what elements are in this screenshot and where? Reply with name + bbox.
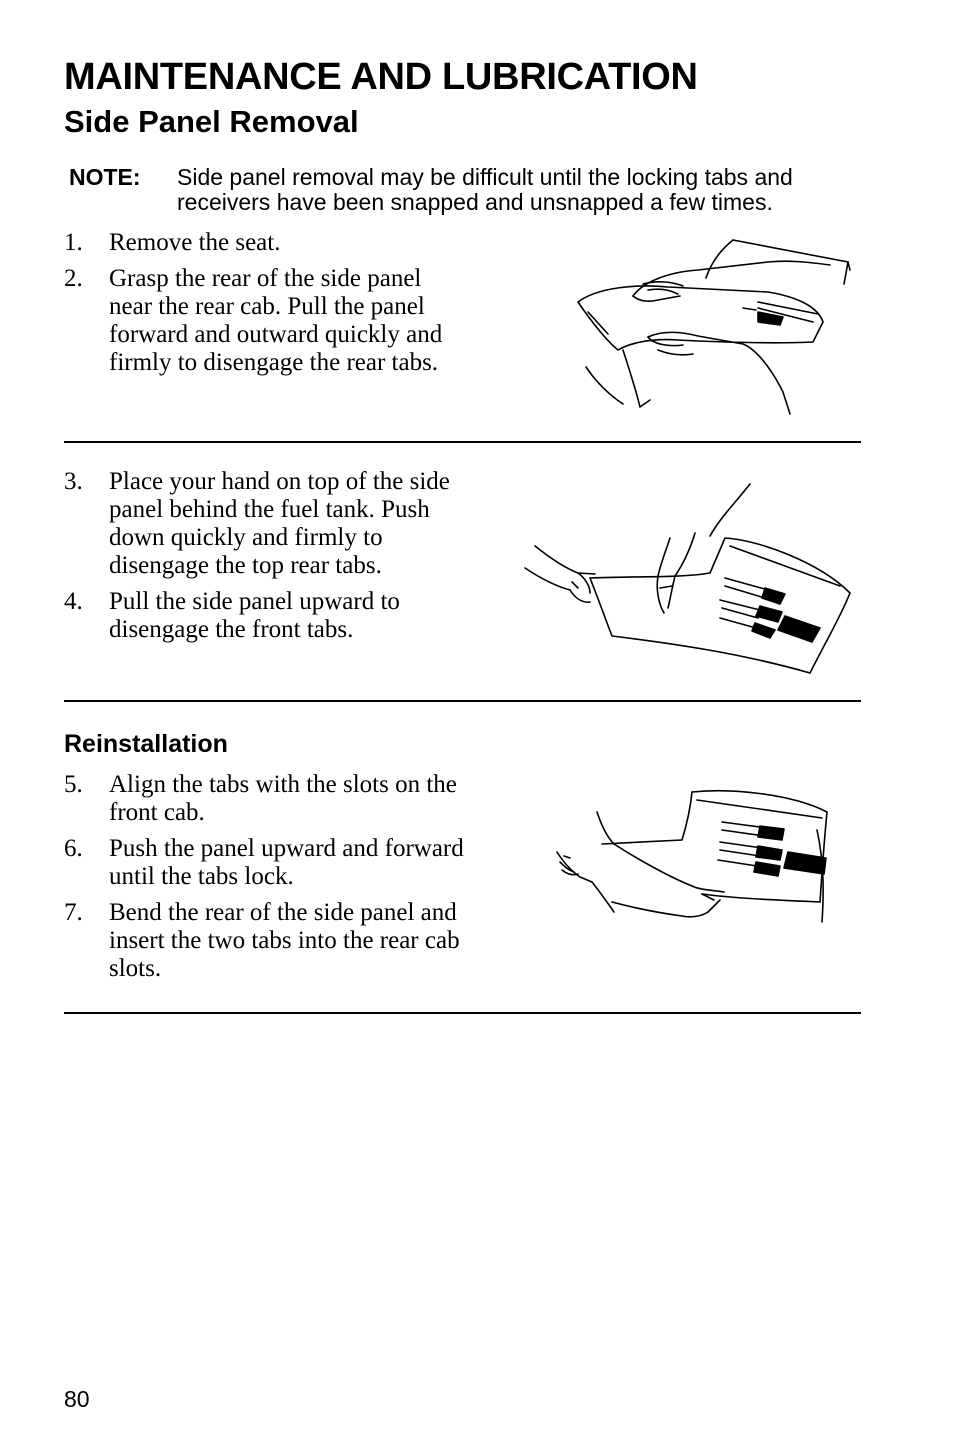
- step-item: [64, 468, 464, 580]
- illustration-push-panel: [520, 478, 860, 683]
- note-text: Side panel removal may be difficult until the locking tabs and receivers have been snapped and unsnapped a few times.: [177, 164, 793, 215]
- step-list-reinstallation: [64, 771, 474, 991]
- step-text: Remove the seat.: [109, 229, 281, 256]
- step-number: 7.: [64, 899, 83, 926]
- reinstallation-heading: Reinstallation: [64, 730, 228, 758]
- section-divider: [64, 1012, 861, 1014]
- step-number: 2.: [64, 265, 83, 292]
- step-item: [64, 588, 464, 644]
- step-item: [64, 835, 474, 891]
- step-item: [64, 899, 474, 983]
- step-text: Push the panel upward and forward until the tabs lock.: [109, 835, 464, 890]
- section-divider: [64, 700, 861, 702]
- illustration-install-panel: [552, 782, 832, 932]
- step-text: Bend the rear of the side panel and insert the two tabs into the rear cab slots.: [109, 899, 460, 982]
- step-text: Place your hand on top of the side panel behind the fuel tank. Push down quickly and firmly to disengage the top rear tabs.: [109, 468, 450, 579]
- note-label: NOTE:: [69, 164, 141, 190]
- illustration-pull-panel: [568, 232, 860, 417]
- step-list-removal-1: [64, 229, 464, 385]
- step-item: [64, 771, 474, 827]
- section-divider: [64, 441, 861, 443]
- page-title: MAINTENANCE AND LUBRICATION: [64, 56, 698, 98]
- step-number: 4.: [64, 588, 83, 615]
- step-item: [64, 229, 464, 257]
- step-item: [64, 265, 464, 377]
- step-number: 1.: [64, 229, 83, 256]
- step-number: 5.: [64, 771, 83, 798]
- step-text: Grasp the rear of the side panel near the rear cab. Pull the panel forward and outward quickly and firmly to disengage the rear tabs.: [109, 265, 443, 376]
- section-title: Side Panel Removal: [64, 104, 359, 139]
- step-number: 3.: [64, 468, 83, 495]
- page-number: 80: [64, 1386, 90, 1412]
- step-list-removal-2: [64, 468, 464, 652]
- step-text: Align the tabs with the slots on the front cab.: [109, 771, 457, 826]
- step-text: Pull the side panel upward to disengage the front tabs.: [109, 588, 400, 643]
- step-number: 6.: [64, 835, 83, 862]
